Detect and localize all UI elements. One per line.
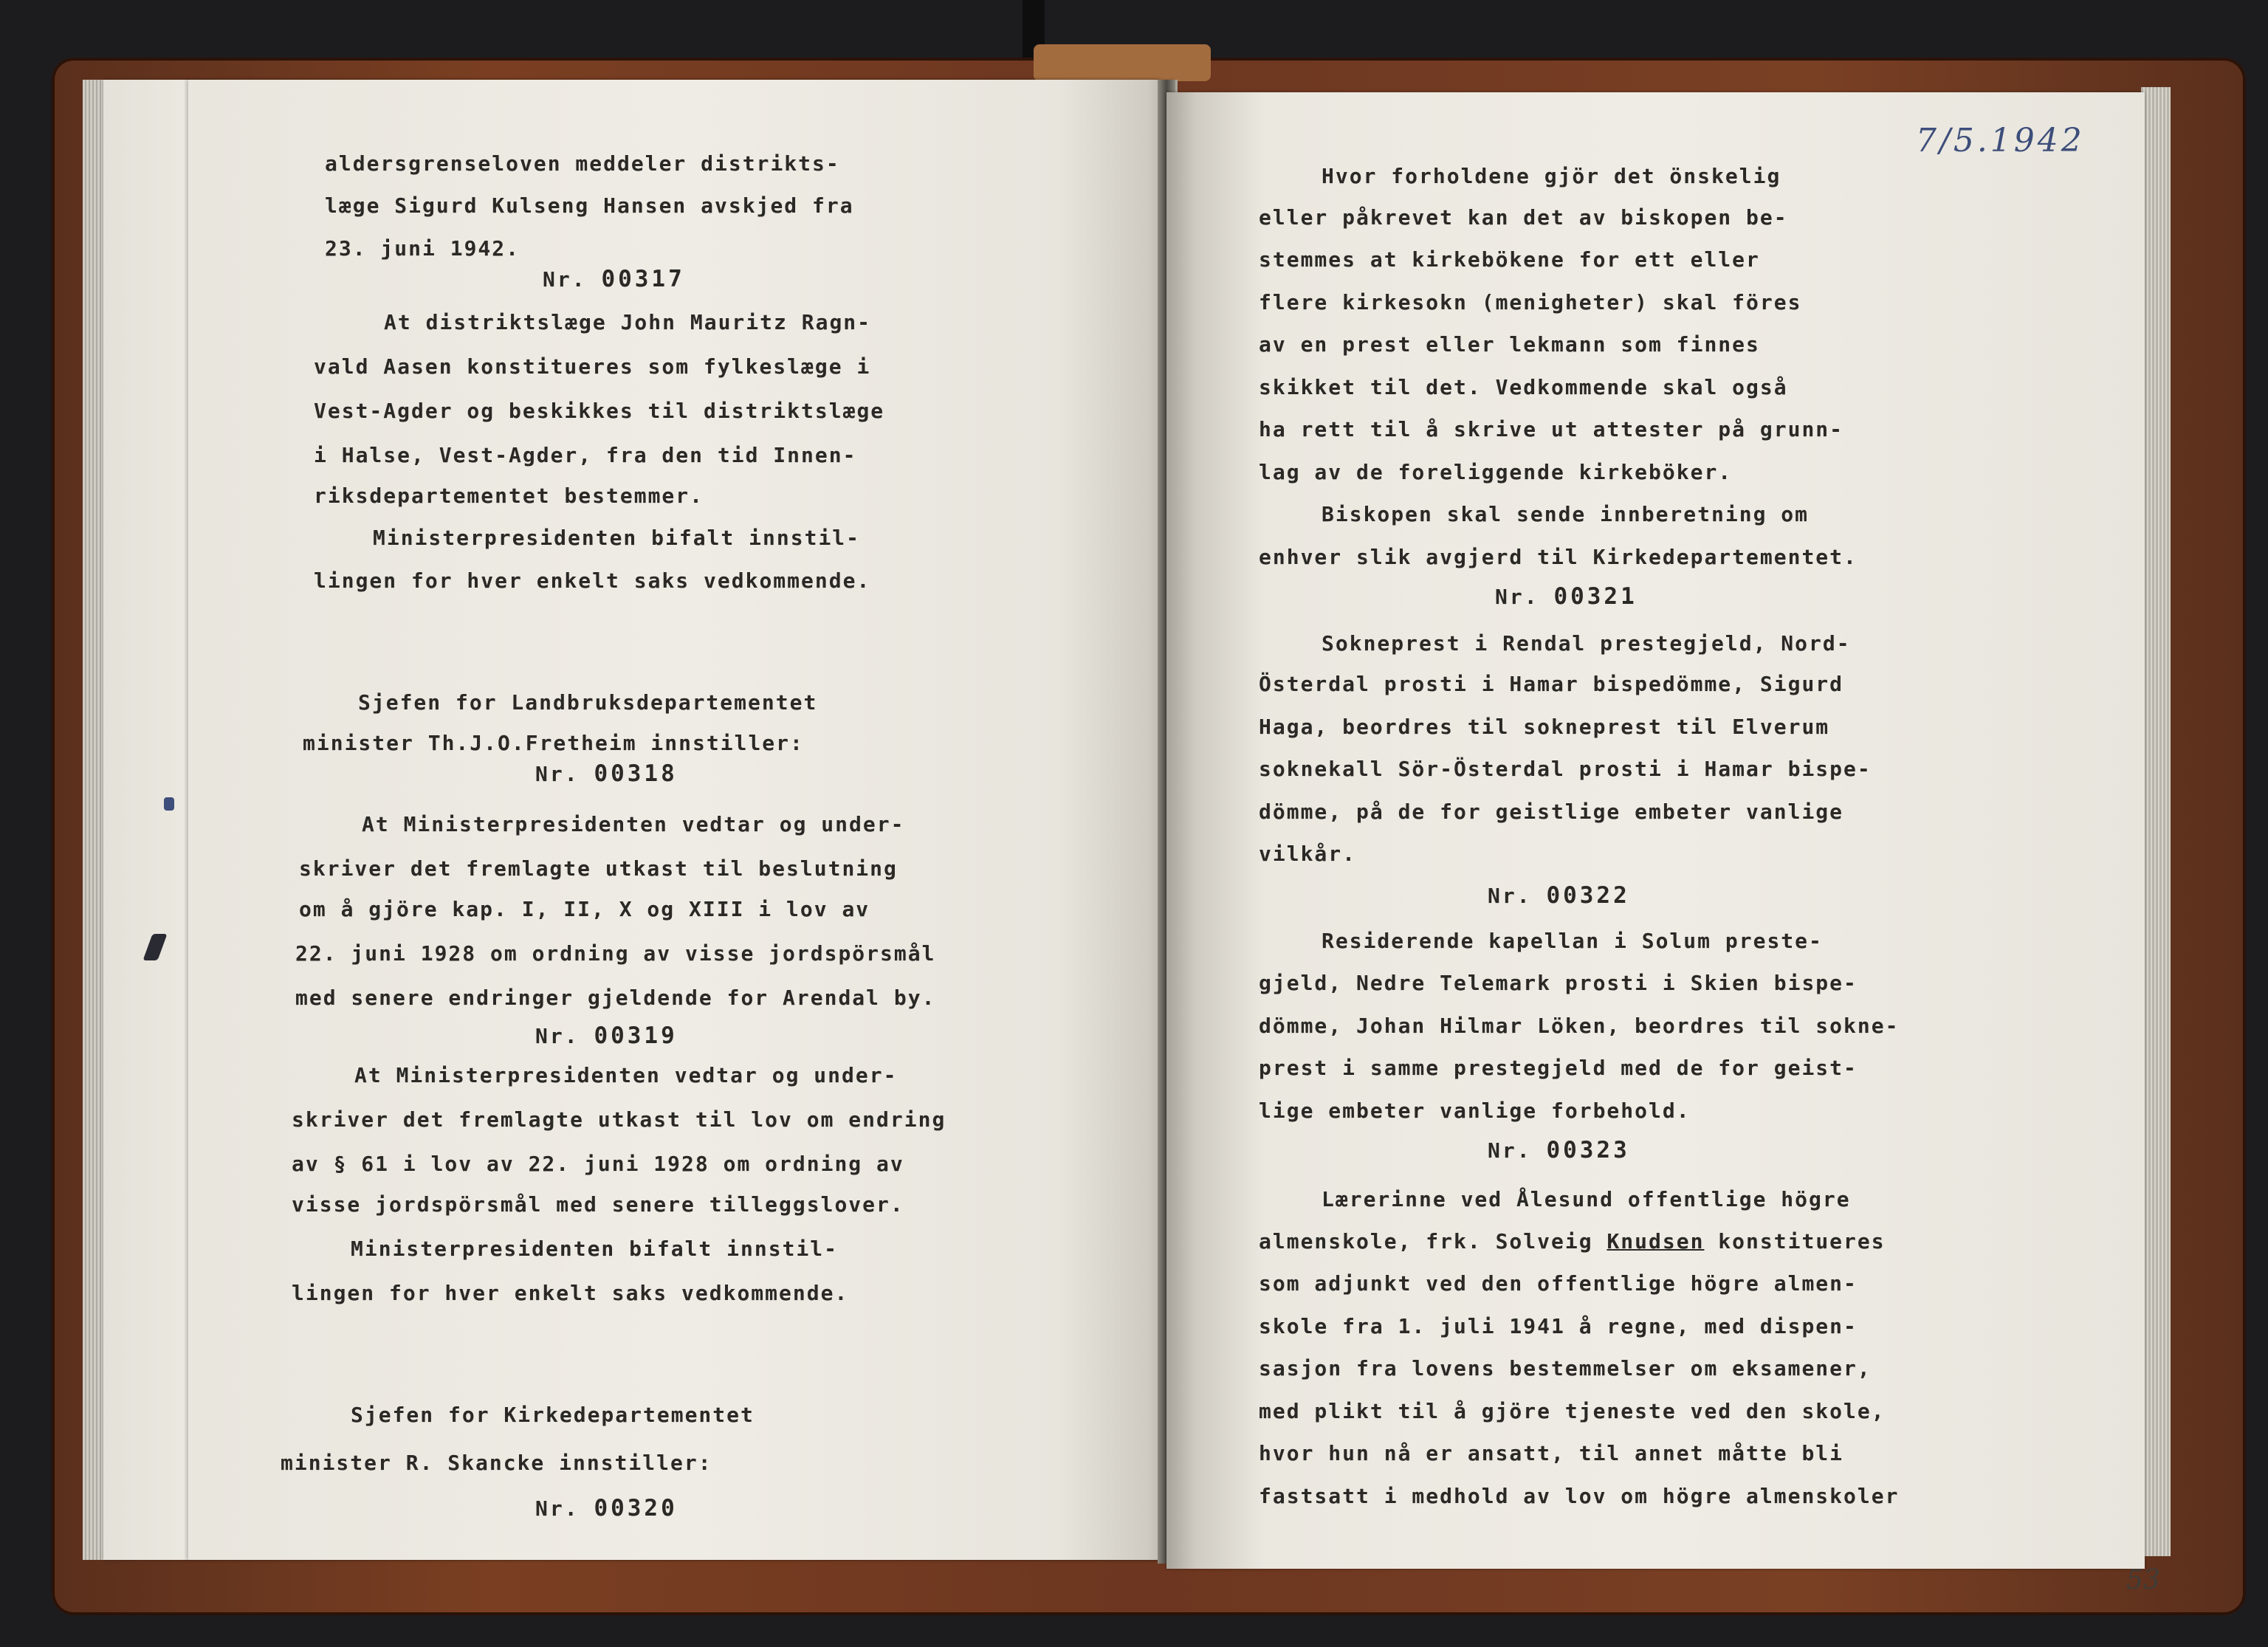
- left-line: minister R. Skancke innstiller:: [281, 1451, 712, 1475]
- nr-00320: 00320: [594, 1495, 678, 1522]
- left-line: 22. juni 1928 om ordning av visse jordspörsmål: [295, 941, 936, 966]
- nr-label: Nr.: [543, 267, 587, 292]
- nr-label: Nr.: [1488, 884, 1532, 908]
- right-line: med plikt til å gjöre tjeneste ved den skole,: [1259, 1399, 1886, 1423]
- number-heading: [1488, 882, 1630, 909]
- left-line: Sjefen for Kirkedepartementet: [351, 1403, 755, 1427]
- number-heading: [535, 760, 678, 787]
- number-heading: [535, 1495, 678, 1522]
- right-line: flere kirkesokn (menigheter) skal föres: [1259, 290, 1802, 314]
- underlined-name: Knudsen: [1606, 1229, 1705, 1254]
- left-line: Sjefen for Landbruksdepartementet: [358, 690, 818, 715]
- right-line: soknekall Sör-Österdal prosti i Hamar bispe-: [1259, 757, 1872, 781]
- right-line: hvor hun nå er ansatt, til annet måtte bli: [1259, 1441, 1844, 1465]
- number-heading: [1488, 1137, 1630, 1163]
- nr-00319: 00319: [594, 1022, 678, 1049]
- right-line: Residerende kapellan i Solum preste-: [1322, 929, 1823, 953]
- nr-00323: 00323: [1546, 1137, 1630, 1163]
- left-line: vald Aasen konstitueres som fylkeslæge i: [314, 354, 871, 379]
- left-line: Ministerpresidenten bifalt innstil-: [373, 526, 861, 550]
- nr-label: Nr.: [1488, 1138, 1532, 1163]
- left-line: At Ministerpresidenten vedtar og under-: [354, 1063, 898, 1087]
- right-line: gjeld, Nedre Telemark prosti i Skien bispe-: [1259, 971, 1858, 995]
- left-line: med senere endringer gjeldende for Arendal by.: [295, 986, 936, 1010]
- number-heading: [543, 266, 685, 292]
- left-line: av § 61 i lov av 22. juni 1928 om ordning av: [292, 1152, 904, 1176]
- left-line: At Ministerpresidenten vedtar og under-: [362, 812, 905, 836]
- left-line: minister Th.J.O.Fretheim innstiller:: [303, 731, 804, 755]
- pencil-mark: [164, 797, 174, 811]
- right-line: Österdal prosti i Hamar bispedömme, Sigurd: [1259, 672, 1844, 696]
- number-heading: [535, 1022, 678, 1049]
- nr-00317: 00317: [601, 266, 685, 292]
- nr-label: Nr.: [1495, 585, 1539, 609]
- right-line: skikket til det. Vedkommende skal også: [1259, 375, 1788, 399]
- left-line: lingen for hver enkelt saks vedkommende.: [314, 568, 871, 593]
- nr-label: Nr.: [535, 1496, 580, 1521]
- right-line: Lærerinne ved Ålesund offentlige högre: [1322, 1187, 1851, 1211]
- line-part: konstitueres: [1704, 1229, 1886, 1254]
- right-line: skole fra 1. juli 1941 å regne, med dispen-: [1259, 1314, 1858, 1338]
- left-line: i Halse, Vest-Agder, fra den tid Innen-: [314, 443, 857, 467]
- right-line: fastsatt i medhold av lov om högre almenskoler: [1259, 1484, 1900, 1508]
- right-line: Biskopen skal sende innberetning om: [1322, 502, 1810, 526]
- left-line: skriver det fremlagte utkast til lov om endring: [292, 1107, 946, 1132]
- left-line: Vest-Agder og beskikkes til distriktslæge: [314, 399, 885, 423]
- right-line: dömme, Johan Hilmar Löken, beordres til sokne-: [1259, 1014, 1900, 1038]
- folio-number: 53: [2126, 1565, 2160, 1595]
- right-line: Sokneprest i Rendal prestegjeld, Nord-: [1322, 631, 1851, 656]
- right-line: Haga, beordres til sokneprest til Elverum: [1259, 715, 1830, 739]
- nr-label: Nr.: [535, 1024, 580, 1048]
- left-line: aldersgrenseloven meddeler distrikts-: [325, 151, 840, 176]
- left-line: Ministerpresidenten bifalt innstil-: [351, 1237, 839, 1261]
- left-line: At distriktslæge John Mauritz Ragn-: [384, 310, 872, 334]
- right-line: vilkår.: [1259, 842, 1357, 866]
- left-line: riksdepartementet bestemmer.: [314, 484, 704, 508]
- right-line: enhver slik avgjerd til Kirkedepartementet.: [1259, 545, 1858, 569]
- left-line: om å gjöre kap. I, II, X og XIII i lov av: [299, 897, 870, 921]
- right-line: [1259, 1229, 1886, 1254]
- right-line: sasjon fra lovens bestemmelser om eksamener,: [1259, 1356, 1872, 1380]
- nr-00322: 00322: [1546, 882, 1630, 909]
- left-line: visse jordspörsmål med senere tilleggslover.: [292, 1192, 904, 1217]
- right-line: prest i samme prestegjeld med de for geist-: [1259, 1056, 1858, 1080]
- left-line: lingen for hver enkelt saks vedkommende.: [292, 1281, 849, 1305]
- right-line: eller påkrevet kan det av biskopen be-: [1259, 205, 1788, 230]
- right-line: av en prest eller lekmann som finnes: [1259, 332, 1760, 357]
- handwritten-date: 7/5.1942: [1916, 122, 2085, 159]
- nr-00321: 00321: [1553, 583, 1638, 610]
- line-part: almenskole, frk. Solveig: [1259, 1229, 1607, 1254]
- right-line: lag av de foreliggende kirkeböker.: [1259, 460, 1733, 484]
- nr-label: Nr.: [535, 762, 580, 786]
- left-line: læge Sigurd Kulseng Hansen avskjed fra: [325, 193, 854, 218]
- left-line: skriver det fremlagte utkast til beslutning: [299, 856, 898, 881]
- right-line: lige embeter vanlige forbehold.: [1259, 1098, 1691, 1123]
- left-line: 23. juni 1942.: [325, 236, 520, 261]
- right-line: som adjunkt ved den offentlige högre almen-: [1259, 1271, 1858, 1296]
- nr-00318: 00318: [594, 760, 678, 787]
- right-line: stemmes at kirkebökene for ett eller: [1259, 247, 1760, 272]
- right-line: ha rett til å skrive ut attester på grunn-: [1259, 417, 1844, 441]
- number-heading: [1495, 583, 1638, 610]
- cover-wear: [1034, 44, 1211, 81]
- page-stack-right: [2141, 87, 2171, 1556]
- right-line: Hvor forholdene gjör det önskelig: [1322, 164, 1781, 188]
- right-line: dömme, på de for geistlige embeter vanlige: [1259, 800, 1844, 824]
